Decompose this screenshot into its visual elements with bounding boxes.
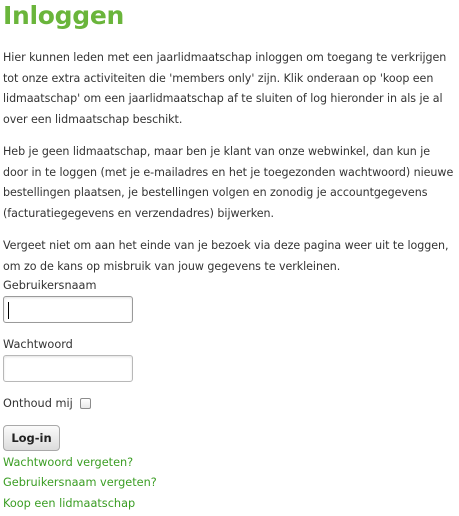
- intro-paragraph-webshop: Heb je geen lidmaatschap, maar ben je klant van onze webwinkel, dan kun je door in te loggen (met je e-mailadres en het je toegezonden wachtwoord) nieuwe bestellingen plaatsen, je bestellingen volgen en zonodig je accountgegevens (facturatiegegevens en verzendadres) bijwerken.: [3, 145, 454, 220]
- page-title: Inloggen: [3, 1, 124, 30]
- password-input[interactable]: [3, 355, 133, 382]
- username-label: Gebruikersnaam: [3, 279, 97, 292]
- forgot-password-link[interactable]: Wachtwoord vergeten?: [3, 456, 134, 469]
- remember-me-row[interactable]: [3, 397, 91, 410]
- username-input[interactable]: [3, 296, 133, 323]
- text-cursor: [8, 302, 9, 319]
- intro-paragraph-members: Hier kunnen leden met een jaarlidmaatschap inloggen om toegang te verkrijgen tot onze extra activiteiten die 'members only' zijn. Klik onderaan op 'koop een lidmaatschap' om een jaarlidmaatschap af te sluiten of log hieronder in als je al over een lidmaatschap beschikt.: [3, 51, 447, 126]
- login-button[interactable]: Log-in: [3, 425, 60, 451]
- intro-paragraph-logout: Vergeet niet om aan het einde van je bezoek via deze pagina weer uit te loggen, om zo de kans op misbruik van jouw gegevens te verkleinen.: [3, 239, 449, 273]
- remember-me-checkbox[interactable]: [80, 398, 91, 409]
- forgot-username-link[interactable]: Gebruikersnaam vergeten?: [3, 476, 157, 489]
- buy-membership-link[interactable]: Koop een lidmaatschap: [3, 497, 136, 510]
- password-label: Wachtwoord: [3, 338, 73, 351]
- remember-me-label: Onthoud mij: [3, 397, 73, 410]
